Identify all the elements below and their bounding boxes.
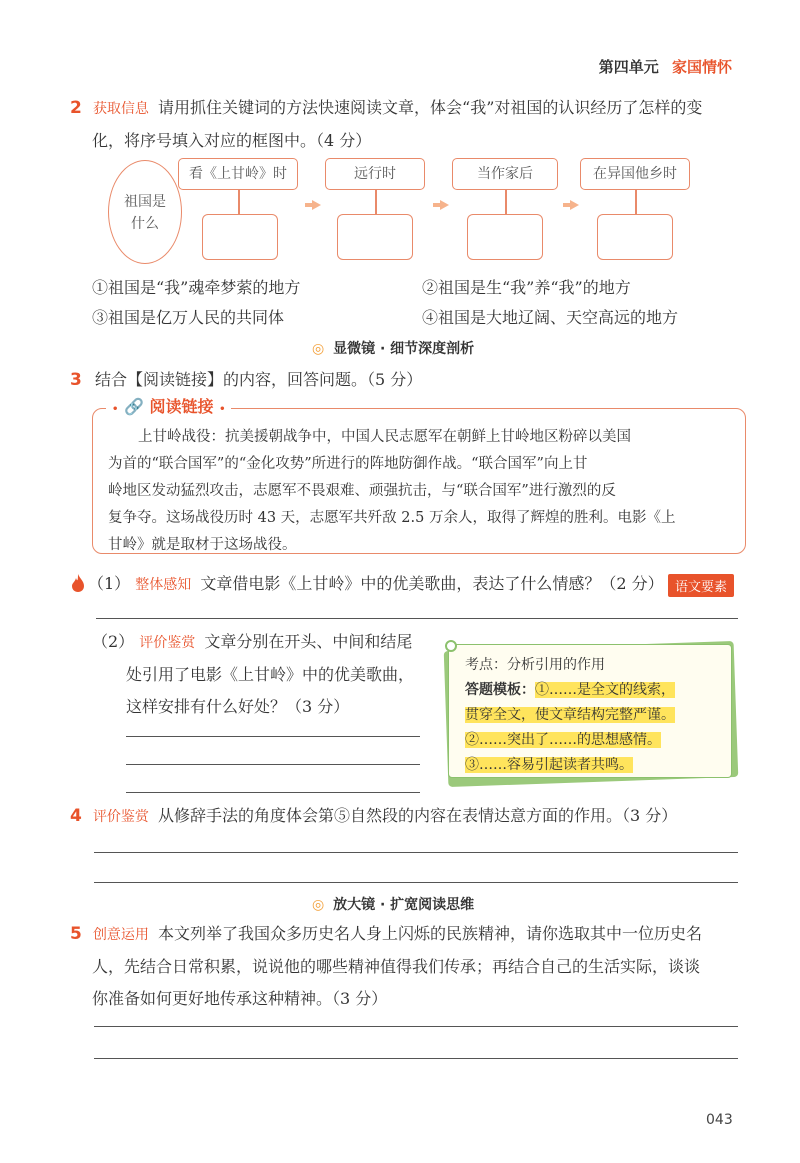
stage-box-2: 远行时 <box>325 158 425 190</box>
note-template-row <box>465 678 721 703</box>
note-template-label: 答题模板： <box>465 682 535 698</box>
page-number: 043 <box>706 1112 733 1128</box>
target-icon: ◎ <box>312 341 325 357</box>
question-text: 结合【阅读链接】的内容，回答问题。（5 分） <box>94 370 423 389</box>
flame-icon <box>72 574 84 592</box>
stage-box-1: 看《上甘岭》时 <box>178 158 298 190</box>
page-header <box>599 56 732 77</box>
reading-link-title: • 🔗 阅读链接 • <box>106 394 231 423</box>
concept-oval <box>108 160 182 264</box>
option-1: ①祖国是“我”魂牵梦萦的地方 <box>92 278 301 297</box>
sub-number: （2） <box>92 632 135 651</box>
answer-box-3[interactable] <box>467 214 543 260</box>
sub-question-1 <box>88 568 664 601</box>
question-text: 本文列举了我国众多历史名人身上闪烁的民族精神，请你选取其中一位历史名 <box>158 924 703 943</box>
arrow-icon <box>312 200 321 210</box>
question-tag: 获取信息 <box>92 101 149 117</box>
section-title-text: 显微镜 · 细节深度剖析 <box>333 341 475 357</box>
option-2: ②祖国是生“我”养“我”的地方 <box>422 278 631 297</box>
section-title <box>312 338 474 358</box>
question-text-cont: 人，先结合日常积累，说说他的哪些精神值得我们传承；再结合自己的生活实际，谈谈 <box>92 957 701 976</box>
pin-icon <box>444 638 458 652</box>
question-3 <box>70 364 422 396</box>
note-line: ③……容易引起读者共鸣。 <box>465 757 633 773</box>
question-tag: 创意运用 <box>92 927 149 943</box>
sub-text: 这样安排有什么好处？（3 分） <box>126 697 350 716</box>
answer-line[interactable] <box>94 882 738 883</box>
question-number: 4 <box>70 806 82 826</box>
section-title-text: 放大镜 · 扩宽阅读思维 <box>333 897 475 913</box>
note-line: ①……是全文的线索， <box>535 682 675 698</box>
connector <box>635 190 637 214</box>
answer-box-2[interactable] <box>337 214 413 260</box>
question-2 <box>70 92 750 157</box>
sub-text: 文章分别在开头、中间和结尾 <box>204 632 413 651</box>
question-text-cont: 化，将序号填入对应的框图中。（4 分） <box>92 131 372 150</box>
answer-line[interactable] <box>126 736 420 737</box>
oval-line1: 祖国是 <box>124 194 166 210</box>
connector <box>505 190 507 214</box>
stage-box-4: 在异国他乡时 <box>580 158 690 190</box>
note-line: ②……突出了……的思想感情。 <box>465 732 661 748</box>
answer-line[interactable] <box>126 764 420 765</box>
link-line: 甘岭》就是取材于这场战役。 <box>108 537 297 553</box>
connector <box>238 190 240 214</box>
answer-line[interactable] <box>94 1026 738 1027</box>
unit-theme: 家国情怀 <box>671 58 732 76</box>
link-line: 岭地区发动猛烈攻击，志愿军不畏艰难、顽强抗击，与“联合国军”进行激烈的反 <box>108 483 616 499</box>
answer-line[interactable] <box>96 618 738 619</box>
sub-number: （1） <box>88 574 131 593</box>
question-tag: 评价鉴赏 <box>139 635 196 651</box>
arrow-icon <box>570 200 579 210</box>
connector <box>375 190 377 214</box>
answer-line[interactable] <box>94 852 738 853</box>
note-line: 考点：分析引用的作用 <box>465 657 605 673</box>
answer-line[interactable] <box>94 1058 738 1059</box>
sub-text: 处引用了电影《上甘岭》中的优美歌曲， <box>126 665 415 684</box>
answer-box-4[interactable] <box>597 214 673 260</box>
question-4 <box>70 800 677 833</box>
stage-box-3: 当作家后 <box>452 158 558 190</box>
answer-line[interactable] <box>126 792 420 793</box>
sub-question-2 <box>92 626 432 723</box>
question-text: 从修辞手法的角度体会第⑤自然段的内容在表情达意方面的作用。（3 分） <box>158 806 678 825</box>
note-card <box>448 644 732 778</box>
section-title <box>312 894 474 914</box>
unit-label: 第四单元 <box>598 58 659 76</box>
question-tag: 整体感知 <box>135 577 192 593</box>
target-icon: ◎ <box>312 897 325 913</box>
question-number: 5 <box>70 924 82 944</box>
link-icon: 🔗 <box>123 397 144 416</box>
link-line: 上甘岭战役：抗美援朝战争中，中国人民志愿军在朝鲜上甘岭地区粉碎以美国 <box>138 429 631 445</box>
sub-text: 文章借电影《上甘岭》中的优美歌曲，表达了什么情感？（2 分） <box>200 574 664 593</box>
option-4: ④祖国是大地辽阔、天空高远的地方 <box>422 308 679 327</box>
reading-link-title-text: 阅读链接 <box>149 397 214 416</box>
link-line: 复争夺。这场战役历时 43 天，志愿军共歼敌 2.5 万余人，取得了辉煌的胜利。电影《上 <box>108 510 676 526</box>
reading-link-text <box>108 424 734 559</box>
note-line: 贯穿全文，使文章结构完整严谨。 <box>465 707 675 723</box>
answer-box-1[interactable] <box>202 214 278 260</box>
link-line: 为首的“联合国军”的“金化攻势”所进行的阵地防御作战。“联合国军”向上甘 <box>108 456 588 472</box>
language-badge: 语文要素 <box>668 574 734 597</box>
question-text: 请用抓住关键词的方法快速阅读文章，体会“我”对祖国的认识经历了怎样的变 <box>158 98 703 117</box>
oval-line2: 什么 <box>131 216 159 232</box>
question-number: 2 <box>70 98 82 118</box>
question-tag: 评价鉴赏 <box>92 809 149 825</box>
question-text-cont: 你准备如何更好地传承这种精神。（3 分） <box>92 989 388 1008</box>
arrow-icon <box>440 200 449 210</box>
question-number: 3 <box>70 370 82 390</box>
question-5 <box>70 918 760 1015</box>
option-3: ③祖国是亿万人民的共同体 <box>92 308 285 327</box>
